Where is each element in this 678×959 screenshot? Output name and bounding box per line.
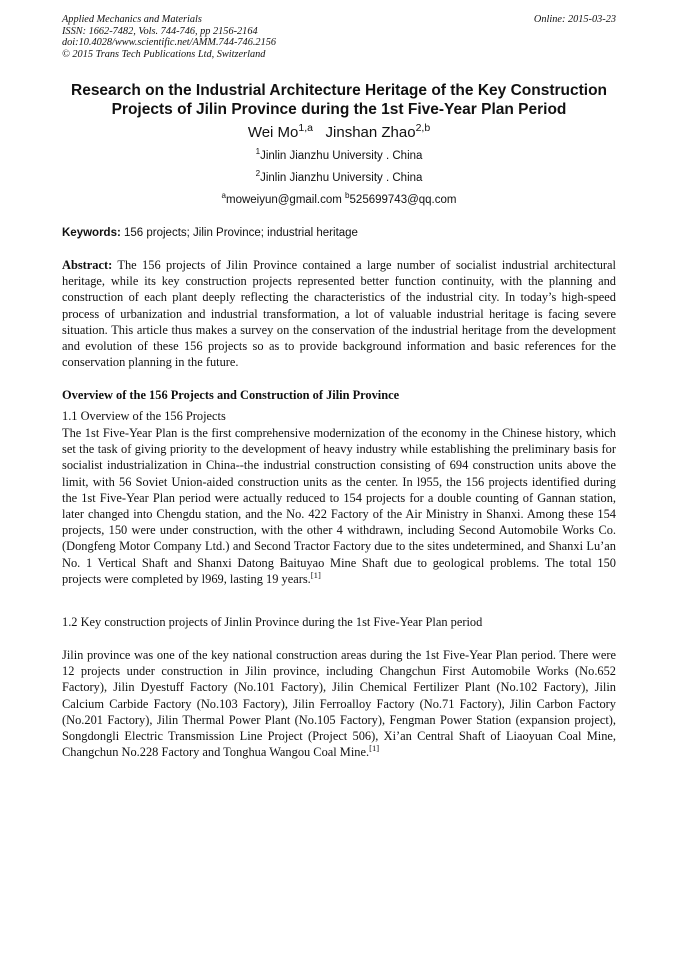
affiliation-1	[60, 147, 618, 162]
author-1: Wei Mo	[247, 124, 299, 141]
abstract-label: Abstract:	[62, 258, 113, 272]
keywords-label: Keywords:	[62, 227, 121, 239]
subsection-1-1-paragraph	[62, 425, 616, 587]
para1-text: The 1st Five-Year Plan is the first comprehensive modernization of the economy in the Chinese history, which set the task of giving priority to the development of heavy industry while establishing the preliminary basis for socialist industrialization in China--the industrial construction consisting of 694 construction units above the limit, with 56 Soviet Union-aided construction units as the center. In l955, the 156 projects identified during the 1st Five-Year Plan period were actually reduced to 154 projects for a double counting of Gannan station, later changed into Chengdu station, and the No. 422 Factory of the Air Ministry in Shanxi. Among these 154 projects, 150 were under construction, with the other 4 withdrawn, including Second Automobile Works Co. (Dongfeng Motor Company Ltd.) and Second Tractor Factory due to the sites undetermined, and Shanxi Lu’an No. 1 Vertical Shaft and Shanxi Datong Baituyao Mine Shaft due to geological problems. The total 150 projects were completed by l969, lasting 19 years.	[62, 426, 616, 586]
author-list	[60, 124, 618, 141]
affiliation-2	[60, 169, 618, 184]
doi-line[interactable]: doi:10.4028/www.scientific.net/AMM.744-746.2156	[62, 37, 277, 48]
subsection-1-2-title: 1.2 Key construction projects of Jinlin Province during the 1st Five-Year Plan period	[62, 615, 483, 629]
para2-citation[interactable]: [1]	[369, 743, 380, 754]
title-line-1: Research on the Industrial Architecture Heritage of the Key Construction	[71, 82, 607, 99]
para2-text: Jilin province was one of the key national construction areas during the 1st Five-Year Plan period. There were 12 projects under construction in Jilin province, including Changchun First Automobile Works (No.652 Factory), Jilin Dyestuff Factory (No.101 Factory), Jilin Chemical Fertilizer Plant (No.102 Factory), Jilin Calcium Carbide Factory (No.103 Factory), Jilin Ferroalloy Factory (No.71 Factory), Jilin Carbon Factory (No.201 Factory), Jilin Thermal Power Plant (No.105 Factory), Fengman Power Station (expansion project), Songdongli Electric Transmission Line Project (Project 506), Xi’an Central Shaft of Liaoyuan Coal Mine, Changchun No.228 Factory and Tonghua Wangou Coal Mine.	[62, 648, 616, 760]
affiliation-2-mark: 2	[255, 169, 261, 179]
author-2-sup: 2,b	[415, 122, 431, 134]
author-2: Jinshan Zhao	[325, 124, 416, 141]
abstract-text: The 156 projects of Jilin Province contained a large number of socialist industrial architectural heritage, while its key construction projects represented better function continuity, with the planning and construction of each plant deeply reflecting the characteristics of the industrial city. In today’s high-speed process of urbanization and industrial transformation, a lot of valuable industrial heritage is facing severe situation. This article thus makes a survey on the conservation of the industrial heritage from the development and evolution of these 156 projects so as to provide background information and basic references for the conservation planning in the future.	[62, 258, 616, 370]
keywords	[62, 227, 616, 239]
email-b[interactable]: 525699743@qq.com	[349, 194, 457, 206]
abstract	[62, 257, 616, 370]
issn-line: ISSN: 1662-7482, Vols. 744-746, pp 2156-2164	[62, 25, 258, 37]
subsection-1-1-title: 1.1 Overview of the 156 Projects	[62, 409, 226, 423]
email-b-mark: b	[345, 191, 350, 201]
online-date: Online: 2015-03-23	[533, 14, 616, 25]
affiliation-1-mark: 1	[255, 147, 261, 157]
journal-header	[62, 14, 616, 60]
email-a[interactable]: moweiyun@gmail.com	[225, 194, 342, 206]
affiliation-1-text: Jinlin Jianzhu University . China	[260, 150, 423, 162]
section-heading: Overview of the 156 Projects and Construction of Jilin Province	[62, 388, 400, 402]
author-1-sup: 1,a	[298, 122, 313, 134]
affiliation-2-text: Jinlin Jianzhu University . China	[260, 172, 423, 184]
keywords-text: 156 projects; Jilin Province; industrial heritage	[120, 227, 358, 239]
copyright-line: © 2015 Trans Tech Publications Ltd, Switzerland	[62, 48, 266, 60]
email-line	[60, 191, 618, 206]
journal-name: Applied Mechanics and Materials	[62, 14, 202, 25]
subsection-1-2-paragraph	[62, 647, 616, 760]
paper-title	[60, 82, 618, 119]
para1-citation[interactable]: [1]	[310, 569, 321, 580]
title-line-2: Projects of Jilin Province during the 1st Five-Year Plan Period	[111, 100, 567, 118]
email-a-mark: a	[221, 191, 226, 201]
